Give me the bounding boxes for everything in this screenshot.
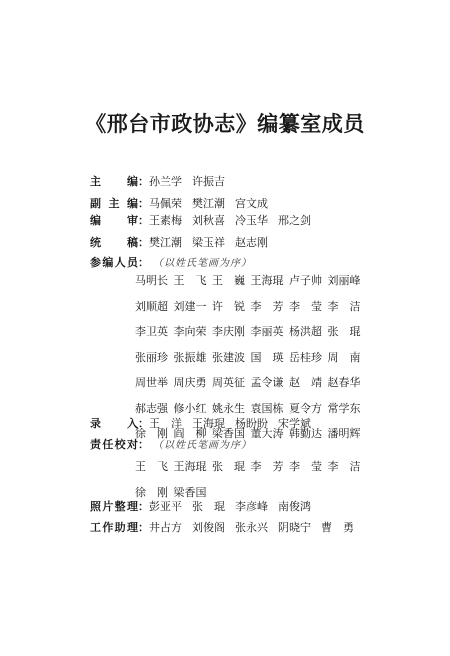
- person-name: 王 飞: [173, 274, 207, 287]
- person-name: 李 芳: [250, 460, 284, 473]
- person-name: 梁香国: [212, 427, 245, 440]
- person-name: 岳桂珍: [289, 350, 322, 364]
- person-name: 南俊鸿: [278, 500, 311, 513]
- role-row: [90, 417, 321, 431]
- role-colon: ：: [138, 521, 149, 534]
- name-grid-row: [135, 376, 366, 402]
- person-name: 国 瑛: [250, 350, 284, 364]
- person-name: 赵 靖: [289, 376, 322, 389]
- person-name: 张建波: [212, 350, 245, 364]
- person-name: 王海琨: [250, 274, 284, 287]
- role-row: [90, 214, 321, 228]
- person-name: 潘明辉: [327, 427, 361, 440]
- person-name: 李 洁: [327, 460, 361, 473]
- person-name: 张振雄: [173, 350, 207, 364]
- role-row: [90, 256, 252, 271]
- person-name: 邢之剑: [278, 214, 311, 227]
- person-name: 冷玉华: [235, 214, 268, 227]
- person-name: 周英征: [212, 376, 245, 389]
- person-name: 马明长: [135, 274, 168, 287]
- person-name: 徐 刚: [135, 427, 168, 440]
- name-grid-row: [135, 300, 366, 326]
- person-name: 李彦峰: [235, 500, 268, 513]
- person-name: 彭亚平: [149, 500, 182, 513]
- person-name: 樊江潮: [192, 197, 225, 210]
- person-name: 曹 勇: [321, 521, 354, 534]
- role-row: [90, 500, 321, 514]
- role-row: [90, 438, 252, 453]
- order-note: （以姓氏笔画为序）: [153, 258, 252, 269]
- person-name: 李卫英: [135, 325, 168, 338]
- role-colon: ：: [138, 417, 149, 430]
- person-name: 袁国栋: [250, 401, 284, 415]
- order-note: （以姓氏笔画为序）: [153, 440, 252, 451]
- person-name: 郝志强: [135, 401, 168, 415]
- person-name: 董大涛: [250, 427, 284, 440]
- person-name: 韩勤达: [289, 427, 322, 440]
- person-name: 李 芳: [250, 299, 284, 313]
- role-label: 照片整理: [90, 500, 138, 513]
- role-label: 责任校对: [90, 438, 138, 451]
- person-name: 杨洪超: [289, 325, 322, 338]
- role-label: 工作助理: [90, 521, 138, 534]
- person-name: 王海琨: [173, 460, 207, 473]
- person-name: 周世举: [135, 376, 168, 389]
- person-name: 许 锐: [212, 299, 245, 313]
- name-grid-row: [135, 351, 366, 377]
- person-name: 井占方: [149, 521, 182, 534]
- person-name: 刘顺超: [135, 299, 168, 313]
- person-name: 张 琨: [327, 325, 361, 338]
- person-name: 梁玉祥: [192, 236, 225, 249]
- person-name: 王素梅: [149, 214, 182, 227]
- role-label: 录 入: [90, 417, 138, 430]
- person-name: 刘建一: [173, 299, 207, 313]
- person-name: 张永兴: [235, 521, 268, 534]
- person-name: 卢子帅: [289, 274, 322, 287]
- role-row: [90, 521, 364, 535]
- person-name: 宫文成: [235, 197, 268, 210]
- person-name: 樊江潮: [149, 236, 182, 249]
- person-name: 周 南: [327, 350, 361, 364]
- person-name: 张 琨: [192, 500, 225, 513]
- role-row: [90, 197, 278, 211]
- person-name: 王 飞: [135, 460, 168, 473]
- role-colon: ：: [138, 256, 149, 269]
- person-name: 李庆刚: [212, 325, 245, 338]
- person-name: 王 巍: [212, 274, 245, 287]
- person-name: 李 洁: [327, 299, 361, 313]
- person-name: 夏令方: [289, 401, 322, 415]
- person-name: 阎 柳: [173, 427, 207, 440]
- person-name: 李 莹: [289, 460, 322, 473]
- person-name: 赵志刚: [235, 236, 268, 249]
- person-name: 张 琨: [212, 460, 245, 473]
- role-label: 编 审: [90, 214, 138, 227]
- person-name: 王 洋: [149, 417, 182, 430]
- role-label: 主 编: [90, 175, 138, 188]
- role-label: 参编人员: [90, 256, 138, 269]
- role-colon: ：: [138, 175, 149, 188]
- person-name: 孟令谦: [250, 376, 284, 389]
- person-name: 刘俊阁: [192, 521, 225, 534]
- role-row: [90, 236, 278, 250]
- person-name: 马佩荣: [149, 197, 182, 210]
- person-name: 常学东: [327, 401, 361, 415]
- role-colon: ：: [138, 236, 149, 249]
- person-name: 阴晓宁: [278, 521, 311, 534]
- person-name: 孙兰学: [149, 175, 182, 188]
- role-colon: ：: [138, 197, 149, 210]
- name-grid-row: [135, 274, 366, 300]
- role-label: 副主编: [90, 197, 138, 210]
- page-title: 《邢台市政协志》编纂室成员: [85, 111, 365, 136]
- person-name: 徐 刚: [135, 485, 168, 499]
- person-name: 修小红: [173, 401, 207, 415]
- person-name: 许振吉: [192, 175, 225, 188]
- person-name: 宋学斌: [278, 417, 311, 430]
- person-name: 杨盼盼: [235, 417, 268, 430]
- role-colon: ：: [138, 214, 149, 227]
- person-name: 李 莹: [289, 299, 322, 313]
- person-name: 梁香国: [173, 485, 207, 499]
- role-label: 统 稿: [90, 236, 138, 249]
- person-name: 李丽英: [250, 325, 284, 338]
- person-name: 刘秋喜: [192, 214, 225, 227]
- person-name: 刘丽峰: [327, 274, 361, 287]
- role-colon: ：: [138, 500, 149, 513]
- role-colon: ：: [138, 438, 149, 451]
- person-name: 李向荣: [173, 325, 207, 338]
- name-grid-row: [135, 460, 366, 486]
- person-name: 周庆勇: [173, 376, 207, 389]
- person-name: 赵春华: [327, 376, 361, 389]
- person-name: 姚永生: [212, 401, 245, 415]
- person-name: 王海琨: [192, 417, 225, 430]
- person-name: 张丽珍: [135, 350, 168, 364]
- name-grid-row: [135, 325, 366, 351]
- role-row: [90, 175, 235, 189]
